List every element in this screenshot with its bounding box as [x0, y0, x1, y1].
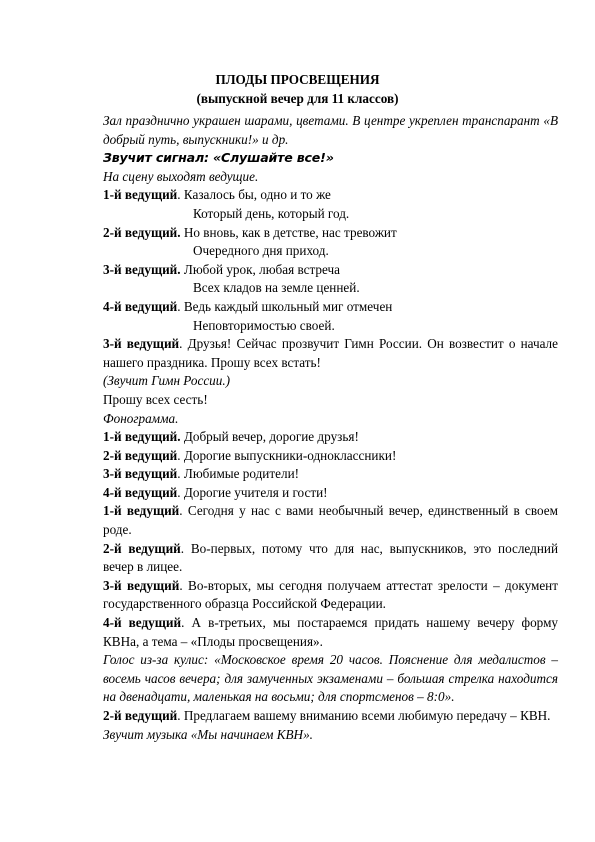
verse-line — [103, 298, 555, 317]
speech-text: . Предлагаем вашему вниманию всеми любимую передачу – КВН. — [177, 708, 551, 723]
stage-direction-phonogram: Фонограмма. — [103, 410, 179, 426]
script-body — [103, 112, 559, 744]
stage-direction-music: Звучит музыка «Мы начинаем КВН». — [103, 726, 313, 742]
verse-text: Но вновь, как в детстве, нас тревожит — [180, 224, 397, 240]
speech-text: . Дорогие учителя и гости! — [177, 484, 328, 500]
speaker-sep: . — [177, 298, 181, 314]
speech-text: . А в-третьих, мы постараемся придать нашему вечеру форму КВНа, а тема – «Плоды просвещения». — [103, 615, 559, 649]
stage-direction-hosts: На сцену выходят ведущие. — [103, 168, 259, 184]
title-subtitle: (выпускной вечер для 11 классов) — [196, 91, 399, 106]
verse-block — [103, 186, 555, 335]
speeches-block — [103, 502, 558, 651]
stage-direction-offstage: Голос из-за кулис: «Московское время 20 часов. Пояснение для медалистов – восемь часов вечера; для замученных экзаменами – большая стрелка находится на двенадцати, маленькая на восьми; для спортсменов – 8:0». — [103, 652, 558, 705]
verse-line — [103, 186, 555, 205]
speech-text: . Любимые родители! — [177, 466, 300, 482]
speech-text: . Дорогие выпускники-одноклассники! — [177, 447, 397, 463]
speech-paragraph — [103, 577, 558, 614]
stage-direction-anthem: (Звучит Гимн России.) — [103, 373, 231, 389]
verse-continuation: Который день, который год. — [193, 205, 350, 221]
verse-continuation: Очередного дня приход. — [193, 243, 329, 259]
speaker-sep: . — [179, 336, 183, 352]
greeting-line — [103, 484, 555, 503]
verse-line — [103, 261, 555, 280]
speaker-name: 4-й ведущий — [103, 484, 178, 500]
speaker-name: 2-й ведущий — [103, 447, 178, 463]
speaker-name: 2-й ведущий — [103, 540, 181, 556]
verse-line — [103, 224, 555, 243]
kvn-announcement — [103, 707, 558, 726]
stage-direction-intro: Зал празднично украшен шарами, цветами. В центре укреплен транспарант «В добрый путь, выпускники!» и др. — [103, 113, 558, 147]
speaker-name: 4-й ведущий — [103, 615, 182, 631]
greeting-line — [103, 447, 555, 466]
title-main: ПЛОДЫ ПРОСВЕЩЕНИЯ — [215, 72, 380, 87]
speaker-sep: . — [177, 187, 181, 203]
speaker-name: 2-й ведущий. — [103, 224, 181, 240]
greeting-line — [103, 428, 555, 447]
speech-text: . Сегодня у нас с вами необычный вечер, единственный в своем роде. — [103, 503, 559, 538]
speaker-name: 4-й ведущий — [103, 298, 178, 314]
verse-continuation: Неповторимостью своей. — [193, 317, 335, 333]
signal-line: Звучит сигнал: «Слушайте все!» — [103, 150, 334, 166]
speaker-name: 3-й ведущий — [103, 577, 180, 593]
anthem-announcement — [103, 335, 558, 372]
speech-text: . Во-первых, потому что для нас, выпускников, это последний вечер в лицее. — [103, 540, 558, 575]
speaker-name: 3-й ведущий — [103, 336, 180, 352]
speech-paragraph — [103, 502, 558, 539]
speaker-name: 3-й ведущий. — [103, 261, 181, 277]
verse-text: Любой урок, любая встреча — [180, 261, 340, 277]
speech-text: Друзья! Сейчас прозвучит Гимн России. Он возвестит о начале нашего праздника. Прошу всех встать! — [103, 336, 558, 370]
verse-continuation: Всех кладов на земле ценней. — [193, 280, 360, 296]
speech-text: Добрый вечер, дорогие друзья! — [180, 429, 359, 445]
verse-text: Ведь каждый школьный миг отмечен — [180, 298, 393, 314]
speech-paragraph — [103, 540, 558, 577]
speaker-name: 2-й ведущий — [103, 708, 178, 723]
speaker-name: 1-й ведущий. — [103, 429, 181, 445]
speaker-name: 1-й ведущий — [103, 187, 178, 203]
speaker-name: 3-й ведущий — [103, 466, 178, 482]
greetings-block — [103, 428, 555, 502]
document-title — [0, 70, 595, 108]
verse-text: Казалось бы, одно и то же — [180, 187, 331, 203]
speaker-name: 1-й ведущий — [103, 503, 180, 519]
speech-text: . Во-вторых, мы сегодня получаем аттестат зрелости – документ государственного образца Российской Федерации. — [103, 577, 559, 612]
greeting-line — [103, 465, 555, 484]
sit-line: Прошу всех сесть! — [103, 391, 208, 407]
speech-paragraph — [103, 614, 558, 651]
